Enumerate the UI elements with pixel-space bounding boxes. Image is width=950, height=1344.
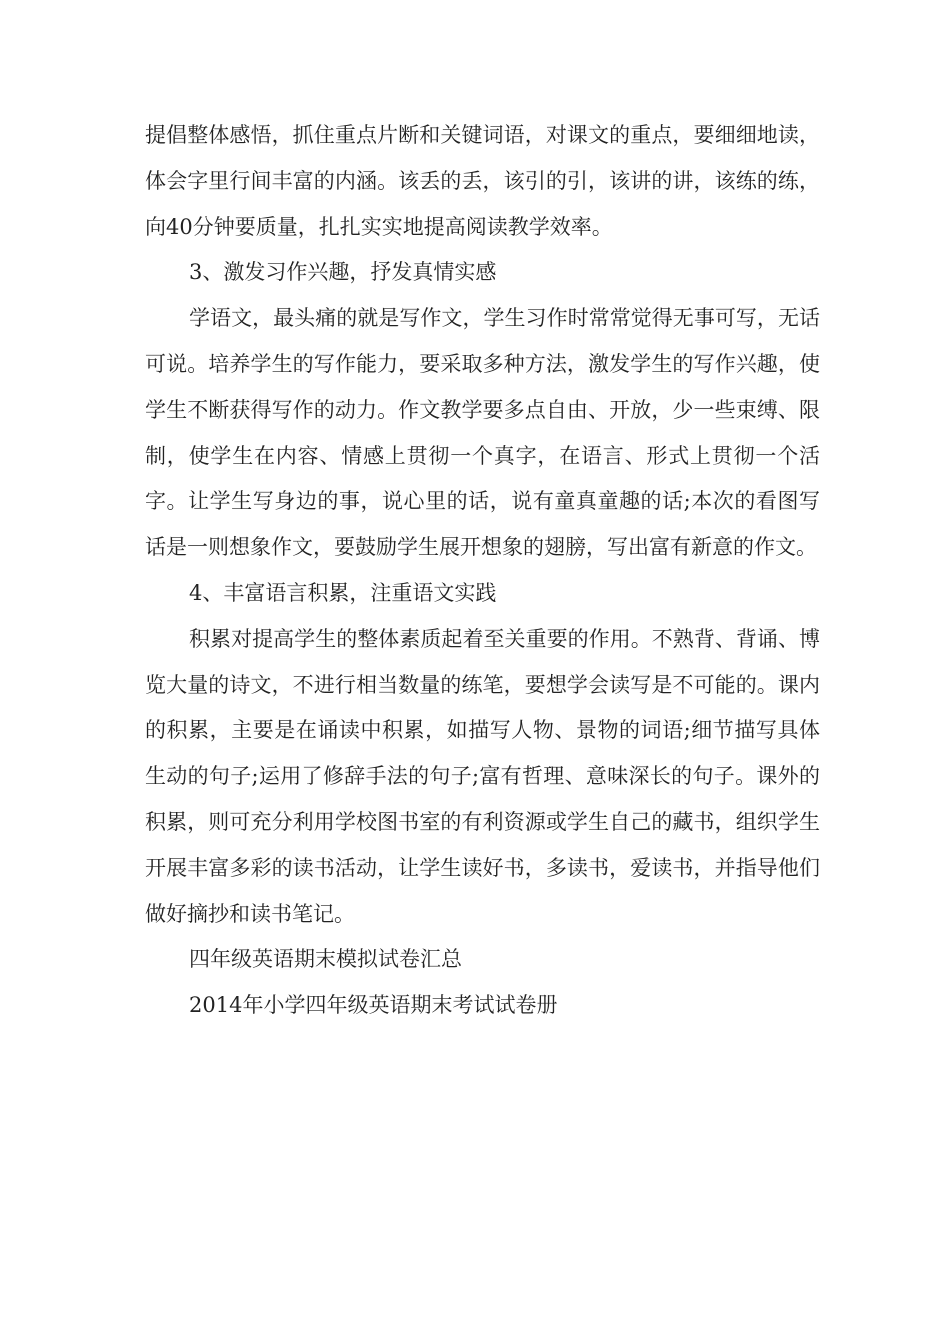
link-text-english-exam-2014: 2014年小学四年级英语期末考试试卷册 <box>189 993 558 1018</box>
link-text-english-exam-summary: 四年级英语期末模拟试卷汇总 <box>189 947 462 972</box>
document-body <box>145 113 820 1029</box>
heading-writing-interest: 3、激发习作兴趣，抒发真情实感 <box>189 260 497 285</box>
paragraph-accumulation: 积累对提高学生的整体素质起着至关重要的作用。不熟背、背诵、博览大量的诗文，不进行相当数量的练笔，要想学会读写是不可能的。课内的积累，主要是在诵读中积累，如描写人物、景物的词语;细节描写具体生动的句子;运用了修辞手法的句子;富有哲理、意味深长的句子。课外的积累，则可充分利用学校图书室的有利资源或学生自己的藏书，组织学生开展丰富多彩的读书活动，让学生读好书，多读书，爱读书，并指导他们做好摘抄和读书笔记。 <box>145 626 820 926</box>
paragraph-writing: 学语文，最头痛的就是写作文，学生习作时常常觉得无事可写，无话可说。培养学生的写作能力，要采取多种方法，激发学生的写作兴趣，使学生不断获得写作的动力。作文教学要多点自由、开放，少一些束缚、限制，使学生在内容、情感上贯彻一个真字，在语言、形式上贯彻一个活字。让学生写身边的事，说心里的话，说有童真童趣的话;本次的看图写话是一则想象作文，要鼓励学生展开想象的翅膀，写出富有新意的作文。 <box>145 306 820 560</box>
heading-language-accumulation: 4、丰富语言积累，注重语文实践 <box>189 580 497 605</box>
paragraph-reading-continued: 提倡整体感悟，抓住重点片断和关键词语，对课文的重点，要细细地读，体会字里行间丰富的内涵。该丢的丢，该引的引，该讲的讲，该练的练，向40分钟要质量，扎扎实实地提高阅读教学效率。 <box>145 123 820 239</box>
